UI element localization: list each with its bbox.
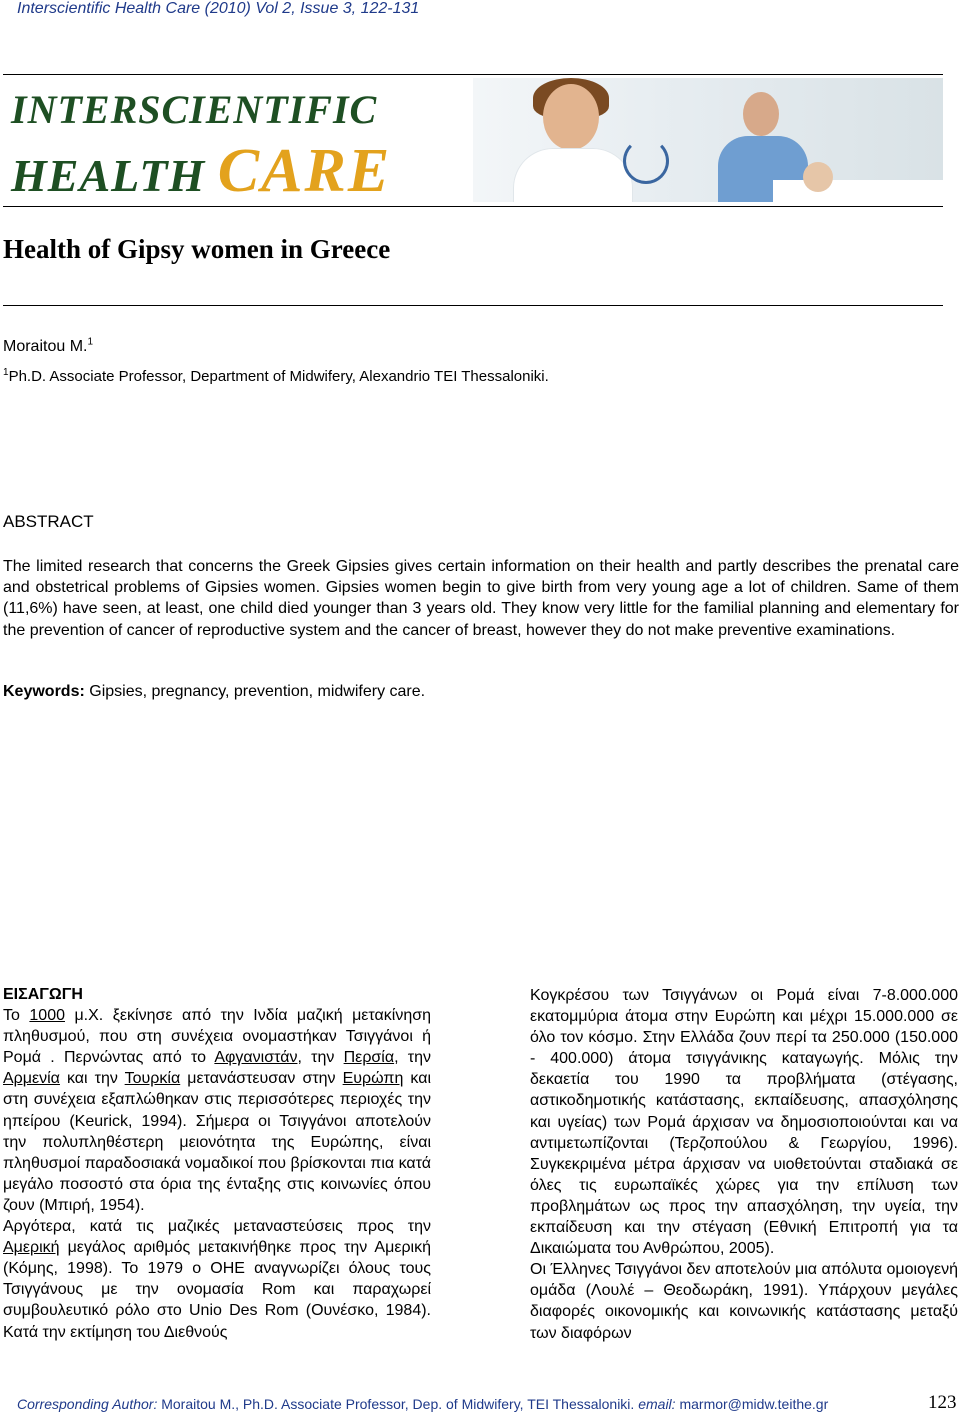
logo-line-2 xyxy=(11,136,391,202)
intro-column-left xyxy=(3,984,431,1343)
footer-label-email: email: xyxy=(638,1396,676,1412)
link-turkey[interactable]: Τουρκία xyxy=(124,1070,181,1088)
banner-photo xyxy=(473,78,943,202)
author-line xyxy=(3,338,93,356)
header-rule-top xyxy=(3,74,943,75)
page-number: 123 xyxy=(928,1392,957,1413)
footer-corresponding-author xyxy=(17,1396,828,1412)
keywords-label: Keywords: xyxy=(3,683,85,700)
p1-text-g: και στη συνέχεια εξαπλώθηκαν στις περισσότερες περιοχές την ηπείρου (Keurick, 1994). Σήμερα οι Τσιγγάνοι αποτελούν την πολυπληθέστερη μειονότητα της Ευρώπης, είναι πληθυσμοί παραδοσιακά νομαδικοί που βρίσκονται πια κατά μεγάλο ποσοστό στα όρια της ένταξης στις κοινωνίες όπου ζουν (Μπιρή, 1954). xyxy=(3,1070,432,1214)
p1-text-e: και την xyxy=(59,1070,125,1088)
affiliation-text: Ph.D. Associate Professor, Department of Midwifery, Alexandrio TEI Thessaloniki. xyxy=(8,368,549,385)
photo-bed xyxy=(773,180,943,202)
intro-paragraph-3: Κογκρέσου των Τσιγγάνων οι Ρομά είναι 7-8.000.000 εκατομμύρια άτομα στην Ευρώπη και μέχρι 15.000.000 σε όλο τον κόσμο. Στην Ελλάδα ζουν περί τα 250.000 (150.000 - 400.000) άτομα τσιγγάνικης καταγωγής. Μόλις την δεκαετία του 1990 τα προβλήματα (στέγασης, αστικοδημοτικής κατάστασης, εκπαίδευσης, απασχόλησης και υγείας) των Ρομά άρχισαν να δημοσιοποιούνται και να αντιμετωπίζονται (Τερζοπούλου & Γεωργίου, 1996). Συγκεκριμένα μέτρα άρχισαν να υιοθετούνται σταδιακά σε όλες τις ευρωπαϊκές χώρες για την επίλυση των προβλημάτων ως προς την απασχόληση, την υγεία, την εκπαίδευση και την στέγαση (Εθνική Επιτροπή για τα Δικαιώματα του Ανθρώπου, 2005). xyxy=(530,987,958,1258)
abstract-body: The limited research that concerns the Greek Gipsies gives certain information on their health and partly describes the prenatal care and obstetrical problems of Gipsies women. Gipsies women begin to give birth from very young age a lot of children. Same of them (11,6%) have seen, at least, one child died younger than 3 years old. They know very little for the familial planning and elementary for the prevention of cancer of reproductive system and the cancer of breast, however they do not make preventive examinations. xyxy=(3,558,959,639)
logo-care: CARE xyxy=(217,137,392,202)
link-persia[interactable]: Περσία xyxy=(343,1049,395,1067)
intro-paragraph-4: Οι Έλληνες Τσιγγάνοι δεν αποτελούν μια απόλυτα ομοιογενή ομάδα (Λουλέ – Θεοδωράκη, 1991). Υπάρχουν μεγάλες διαφορές οικονομικής και κοινωνικής κατάστασης μεταξύ των διαφόρων xyxy=(530,1261,959,1342)
header-rule-bottom xyxy=(3,206,943,207)
title-rule xyxy=(3,305,943,306)
p1-text-d: , την xyxy=(394,1049,432,1067)
intro-paragraph-1 xyxy=(3,1005,431,1216)
footer-label-author: Corresponding Author: xyxy=(17,1396,158,1412)
logo-health: HEALTH xyxy=(11,150,218,201)
p1-text-b: μ.Χ. ξεκίνησε από την Ινδία μαζική μετακίνηση πληθυσμού, που στη συνέχεια ονομαστήκαν Τσιγγάνοι ή Ρομά . Περνώντας από το xyxy=(3,1007,432,1067)
p1-text-f: μετανάστευσαν στην xyxy=(180,1070,343,1088)
running-head: Interscientific Health Care (2010) Vol 2, Issue 3, 122-131 xyxy=(17,0,420,17)
footer-email[interactable]: marmor@midw.teithe.gr xyxy=(675,1396,829,1412)
p1-text-c: , την xyxy=(297,1049,344,1067)
photo-face-patient xyxy=(803,162,833,192)
article-title: Health of Gipsy women in Greece xyxy=(3,234,391,264)
link-america[interactable]: Αμερική xyxy=(3,1239,60,1257)
photo-face-man xyxy=(743,92,779,136)
keywords-text: Gipsies, pregnancy, prevention, midwifery care. xyxy=(84,683,426,700)
footer-author-text: Moraitou M., Ph.D. Associate Professor, Dep. of Midwifery, TEI Thessaloniki. xyxy=(157,1396,639,1412)
p2-text-b: μεγάλος αριθμός μετακινήθηκε προς την Αμερική (Κόμης, 1998). Το 1979 ο ΟΗΕ αναγνωρίζει όλους τους Τσιγγάνους με την ονομασία Rom και παραχωρεί συμβουλευτικό ρόλο στο Unio Des Rom (Ουνέσκο, 1984). Κατά την εκτίμηση του Διεθνούς xyxy=(3,1239,431,1341)
photo-stethoscope xyxy=(623,138,669,184)
link-europe[interactable]: Ευρώπη xyxy=(342,1070,404,1088)
author-name: Moraitou M. xyxy=(3,338,88,355)
journal-banner xyxy=(3,78,943,202)
intro-paragraph-2 xyxy=(3,1216,431,1343)
logo-line-1: INTERSCIENTIFIC xyxy=(11,87,378,132)
link-armenia[interactable]: Αρμενία xyxy=(3,1070,60,1088)
p2-text-a: Αργότερα, κατά τις μαζικές μεταναστεύσεις προς την xyxy=(3,1218,431,1236)
keywords-line xyxy=(3,683,425,701)
abstract-heading: ABSTRACT xyxy=(3,512,94,531)
photo-face-doctor xyxy=(543,84,599,150)
intro-column-right xyxy=(530,985,958,1344)
affiliation-sup: 1 xyxy=(3,367,9,378)
link-afghanistan[interactable]: Αφγανιστάν xyxy=(214,1049,298,1067)
photo-coat xyxy=(513,148,633,202)
link-year-1000[interactable]: 1000 xyxy=(29,1007,65,1025)
p1-text-a: Το xyxy=(3,1007,30,1025)
author-sup: 1 xyxy=(87,336,94,348)
intro-heading: ΕΙΣΑΓΩΓΗ xyxy=(3,986,83,1003)
affiliation-line xyxy=(3,368,549,385)
